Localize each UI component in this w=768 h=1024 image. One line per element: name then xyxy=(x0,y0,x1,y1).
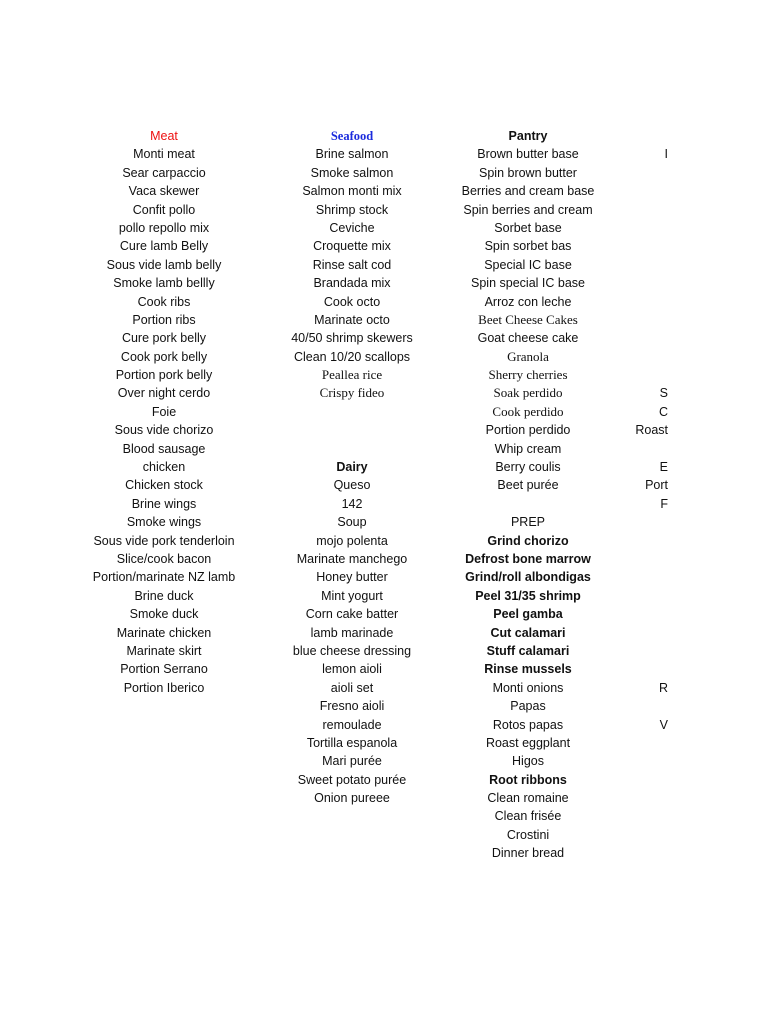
prep-item: Papas xyxy=(510,699,546,714)
meat-item: Portion ribs xyxy=(132,312,196,327)
empty-cell xyxy=(628,182,668,200)
clipped-fragment: S xyxy=(659,386,668,401)
clipped-fragment: Roast xyxy=(635,423,668,438)
clipped-fragment: F xyxy=(660,496,668,511)
pantry-item: Spin sorbet bas xyxy=(484,239,572,254)
seafood-item: Salmon monti mix xyxy=(302,184,402,199)
meat-item: Monti meat xyxy=(133,147,195,162)
dairy-item: Fresno aioli xyxy=(319,699,385,714)
empty-cell xyxy=(628,293,668,311)
meat-item: Sear carpaccio xyxy=(122,165,206,180)
pantry-item: Cook perdido xyxy=(492,403,564,419)
pantry-item: Berries and cream base xyxy=(461,184,595,199)
clipped-fragment: E xyxy=(659,460,668,475)
dairy-item: remoulade xyxy=(322,717,382,732)
meat-item: pollo repollo mix xyxy=(118,220,210,235)
pantry-item: Granola xyxy=(507,348,549,364)
empty-cell xyxy=(628,568,668,586)
meat-item: Marinate chicken xyxy=(116,625,212,640)
meat-item: Foie xyxy=(151,404,177,419)
seafood-item: 40/50 shrimp skewers xyxy=(291,331,413,346)
clipped-fragment: C xyxy=(658,404,668,419)
seafood-item: Rinse salt cod xyxy=(312,257,392,272)
seafood-item: Cook octo xyxy=(323,294,381,309)
seafood-item: Ceviche xyxy=(329,220,375,235)
clipped-right-column xyxy=(628,127,668,734)
clipped-fragment: I xyxy=(664,147,668,162)
seafood-dairy-column xyxy=(274,127,430,807)
empty-cell xyxy=(628,550,668,568)
meat-item: Smoke wings xyxy=(126,515,202,530)
meat-item: chicken xyxy=(142,460,186,475)
empty-cell xyxy=(628,642,668,660)
meat-item: Brine wings xyxy=(131,496,197,511)
dairy-item: Onion pureee xyxy=(314,791,390,806)
seafood-item: Croquette mix xyxy=(313,239,391,254)
meat-item: Sous vide chorizo xyxy=(114,423,214,438)
pantry-item: Sorbet base xyxy=(494,220,562,235)
meat-header: Meat xyxy=(150,129,178,143)
meat-item: Cook pork belly xyxy=(120,349,208,364)
prep-item: Rotos papas xyxy=(492,717,564,732)
pantry-item: Goat cheese cake xyxy=(477,331,579,346)
dairy-item: Queso xyxy=(333,478,371,493)
meat-item: Marinate skirt xyxy=(126,643,202,658)
meat-item: Sous vide pork tenderloin xyxy=(93,533,235,548)
pantry-item: Soak perdido xyxy=(493,385,563,401)
pantry-prep-column xyxy=(452,127,604,863)
seafood-item: Peallea rice xyxy=(321,367,383,383)
dairy-item: Honey butter xyxy=(316,570,388,585)
meat-item: Over night cerdo xyxy=(117,386,211,401)
dairy-item: aioli set xyxy=(330,680,374,695)
empty-cell xyxy=(628,201,668,219)
dairy-item: lemon aioli xyxy=(322,662,382,677)
pantry-header: Pantry xyxy=(508,129,548,143)
dairy-item: Mari purée xyxy=(322,754,382,769)
prep-item: Grind chorizo xyxy=(487,533,569,548)
empty-cell xyxy=(628,311,668,329)
prep-item: Root ribbons xyxy=(489,772,567,787)
empty-cell xyxy=(628,164,668,182)
pantry-item: Berry coulis xyxy=(495,460,561,475)
prep-item: Monti onions xyxy=(492,680,564,695)
clipped-fragment: R xyxy=(658,680,668,695)
pantry-item: Spin brown butter xyxy=(479,165,577,180)
empty-cell xyxy=(274,421,430,439)
meat-item: Chicken stock xyxy=(125,478,203,493)
empty-cell xyxy=(628,513,668,531)
empty-cell xyxy=(628,366,668,384)
prep-header: PREP xyxy=(510,515,546,530)
pantry-item: Whip cream xyxy=(494,441,562,456)
pantry-item: Beet Cheese Cakes xyxy=(478,311,578,327)
meat-item: Smoke duck xyxy=(129,607,199,622)
prep-item: Defrost bone marrow xyxy=(465,551,591,566)
pantry-item: Arroz con leche xyxy=(484,294,572,309)
empty-cell xyxy=(628,274,668,292)
dairy-item: Marinate manchego xyxy=(296,551,408,566)
meat-item: Portion pork belly xyxy=(115,368,213,383)
dairy-item: 142 xyxy=(341,496,363,511)
pantry-item: Beet purée xyxy=(497,478,559,493)
dairy-item: Tortilla espanola xyxy=(306,735,398,750)
prep-item: Peel gamba xyxy=(493,607,563,622)
prep-item: Cut calamari xyxy=(490,625,566,640)
dairy-item: lamb marinade xyxy=(310,625,394,640)
dairy-item: Mint yogurt xyxy=(321,588,383,603)
meat-item: Cure pork belly xyxy=(121,331,207,346)
prep-item: Roast eggplant xyxy=(485,735,571,750)
seafood-item: Smoke salmon xyxy=(310,165,394,180)
empty-cell xyxy=(628,532,668,550)
empty-cell xyxy=(628,440,668,458)
meat-item: Cook ribs xyxy=(137,294,191,309)
seafood-item: Brandada mix xyxy=(313,276,391,291)
seafood-item: Crispy fideo xyxy=(319,385,385,401)
dairy-item: Sweet potato purée xyxy=(297,772,407,787)
meat-item: Smoke lamb bellly xyxy=(113,276,215,291)
clipped-fragment: Port xyxy=(645,478,668,493)
meat-item: Sous vide lamb belly xyxy=(106,257,222,272)
prep-item: Clean romaine xyxy=(487,791,569,806)
dairy-item: blue cheese dressing xyxy=(292,643,412,658)
seafood-item: Clean 10/20 scallops xyxy=(293,349,411,364)
pantry-item: Sherry cherries xyxy=(488,367,568,383)
empty-cell xyxy=(628,256,668,274)
empty-cell xyxy=(452,495,604,513)
prep-item: Peel 31/35 shrimp xyxy=(475,588,581,603)
meat-item: Blood sausage xyxy=(122,441,206,456)
dairy-header: Dairy xyxy=(336,460,368,475)
prep-item: Clean frisée xyxy=(494,809,562,824)
dairy-item: Corn cake batter xyxy=(305,607,399,622)
seafood-item: Brine salmon xyxy=(315,147,389,162)
seafood-header: Seafood xyxy=(330,129,374,143)
prep-item: Crostini xyxy=(506,827,550,842)
meat-item: Portion/marinate NZ lamb xyxy=(92,570,236,585)
meat-item: Confit pollo xyxy=(132,202,196,217)
pantry-item: Spin berries and cream xyxy=(463,202,593,217)
empty-cell xyxy=(274,440,430,458)
meat-item: Brine duck xyxy=(134,588,194,603)
prep-item: Higos xyxy=(512,754,544,769)
seafood-item: Marinate octo xyxy=(314,312,390,327)
prep-item: Grind/roll albondigas xyxy=(465,570,591,585)
prep-item: Stuff calamari xyxy=(486,643,570,658)
dairy-item: Soup xyxy=(337,515,367,530)
empty-cell xyxy=(628,587,668,605)
seafood-item: Shrimp stock xyxy=(315,202,389,217)
meat-item: Slice/cook bacon xyxy=(116,551,212,566)
pantry-item: Special IC base xyxy=(484,257,572,272)
clipped-fragment: V xyxy=(659,717,668,732)
empty-cell xyxy=(628,127,668,145)
empty-cell xyxy=(628,219,668,237)
pantry-item: Brown butter base xyxy=(477,147,579,162)
meat-item: Portion Iberico xyxy=(123,680,205,695)
meat-column xyxy=(80,127,248,697)
meat-item: Cure lamb Belly xyxy=(119,239,209,254)
empty-cell xyxy=(628,329,668,347)
empty-cell xyxy=(628,605,668,623)
prep-item: Dinner bread xyxy=(491,846,565,861)
empty-cell xyxy=(628,624,668,642)
pantry-item: Portion perdido xyxy=(485,423,571,438)
empty-cell xyxy=(628,348,668,366)
meat-item: Portion Serrano xyxy=(120,662,208,677)
pantry-item: Spin special IC base xyxy=(471,276,585,291)
meat-item: Vaca skewer xyxy=(128,184,200,199)
empty-cell xyxy=(628,237,668,255)
empty-cell xyxy=(628,697,668,715)
dairy-item: mojo polenta xyxy=(316,533,388,548)
empty-cell xyxy=(628,660,668,678)
empty-cell xyxy=(274,403,430,421)
prep-item: Rinse mussels xyxy=(484,662,572,677)
